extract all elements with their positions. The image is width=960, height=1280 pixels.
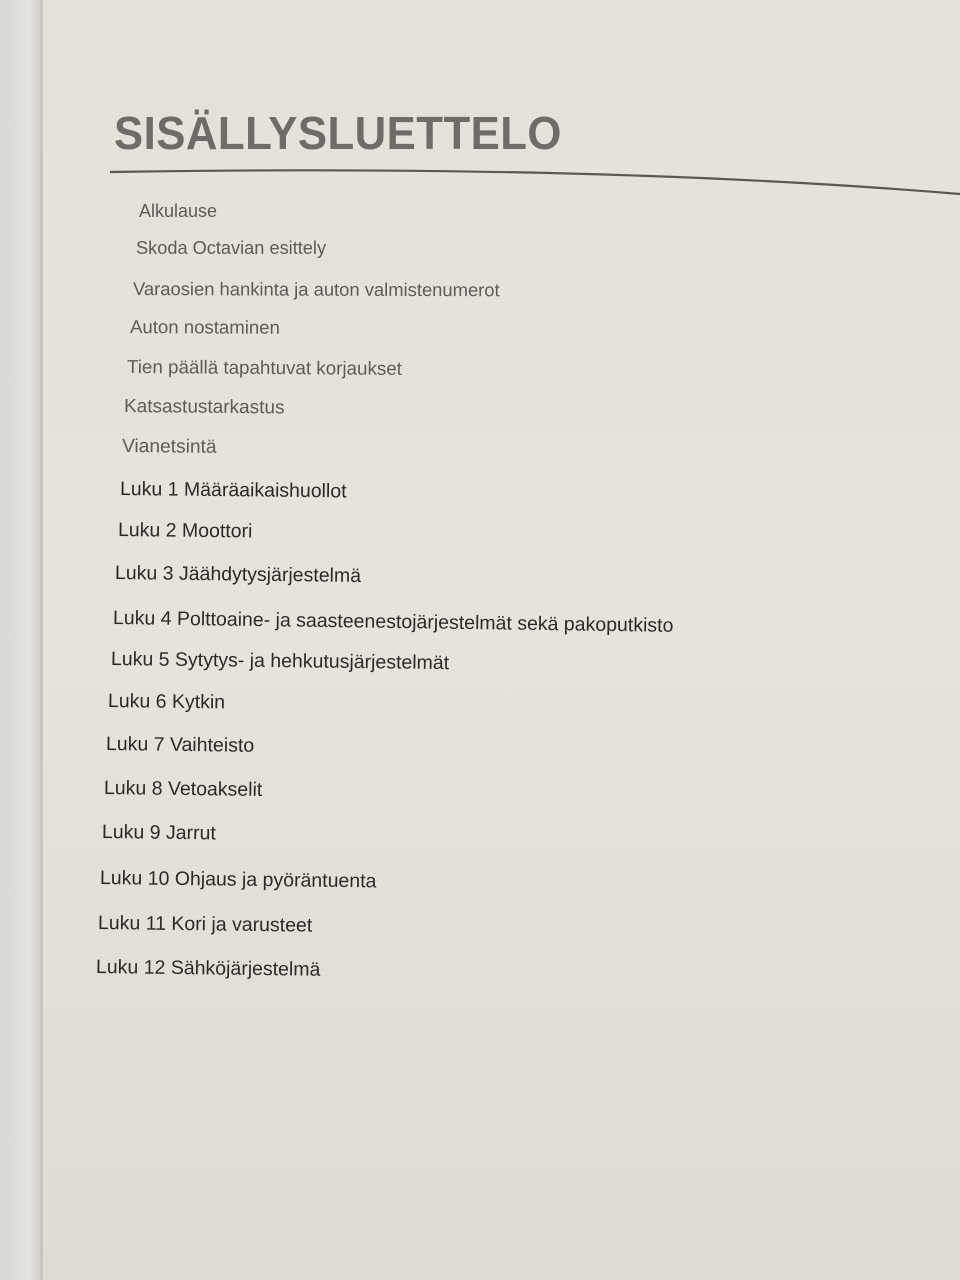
toc-entry: Auton nostaminen (129, 316, 280, 338)
toc-entry: Katsastustarkastus (123, 396, 285, 419)
toc-entry: Vianetsintä (121, 436, 217, 458)
toc-entry: Tien päällä tapahtuvat korjaukset (126, 356, 403, 379)
toc-entry: Luku 2 Moottori (117, 519, 253, 543)
title-underline (0, 0, 960, 220)
toc-entry: Varaosien hankinta ja auton valmistenumerot (132, 278, 500, 301)
toc-entry: Luku 9 Jarrut (101, 821, 216, 845)
toc-entry: Luku 3 Jäähdytysjärjestelmä (114, 562, 362, 588)
page-title: SISÄLLYSLUETTELO (114, 107, 562, 159)
toc-entry: Skoda Octavian esittely (136, 238, 327, 258)
toc-entry: Luku 12 Sähköjärjestelmä (95, 956, 321, 981)
toc-entry: Luku 10 Ohjaus ja pyöräntuenta (99, 867, 377, 893)
toc-entry: Alkulause (139, 201, 218, 221)
toc-entry: Luku 5 Sytytys- ja hehkutusjärjestelmät (110, 648, 450, 675)
toc-entry: Luku 7 Vaihteisto (105, 733, 255, 757)
toc-entry: Luku 1 Määräaikaishuollot (119, 478, 347, 503)
toc-entry: Luku 8 Vetoakselit (103, 777, 263, 801)
toc-entry: Luku 6 Kytkin (107, 690, 226, 714)
toc-entry: Luku 4 Polttoaine- ja saasteenestojärjestelmät sekä pakoputkisto (112, 607, 674, 637)
toc-entry: Luku 11 Kori ja varusteet (97, 912, 313, 937)
